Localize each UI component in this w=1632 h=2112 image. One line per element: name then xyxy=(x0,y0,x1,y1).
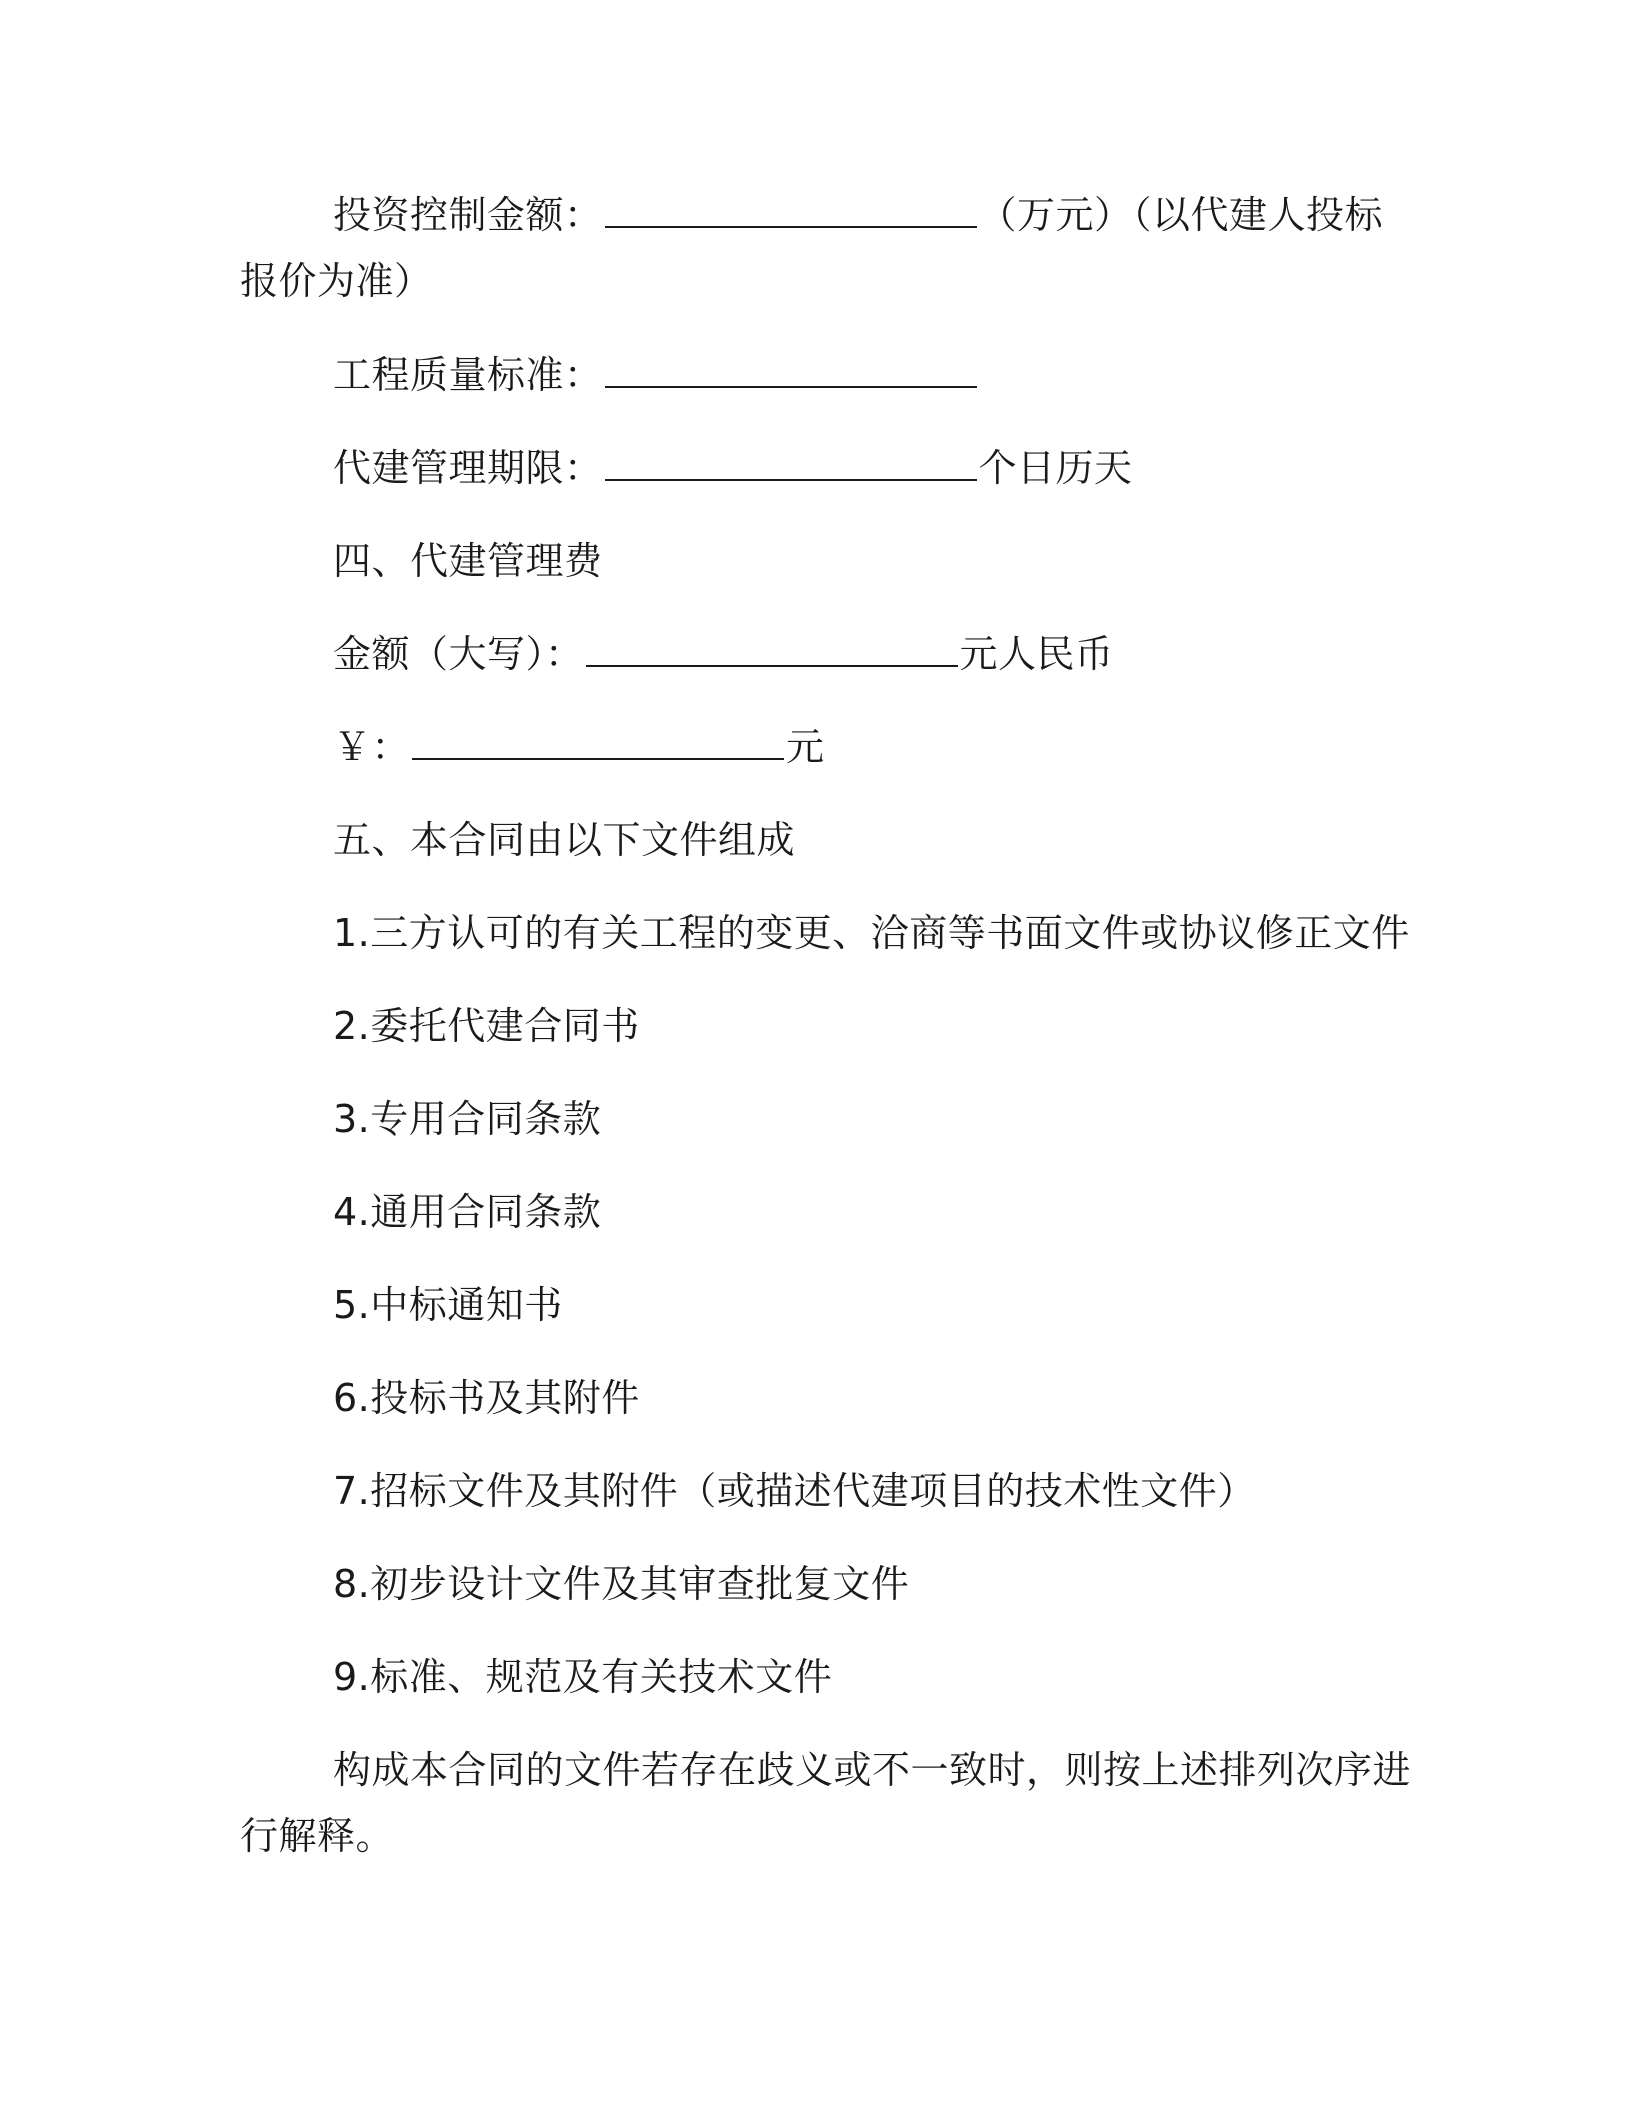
yen-blank xyxy=(412,754,784,760)
investment-blank xyxy=(605,222,977,228)
section-5-heading: 五、本合同由以下文件组成 xyxy=(333,818,796,862)
yen-suffix: 元 xyxy=(786,725,825,769)
list-item: 7.招标文件及其附件（或描述代建项目的技术性文件） xyxy=(333,1469,1256,1513)
amount-label: 金额（大写）： xyxy=(333,632,584,676)
list-item: 2.委托代建合同书 xyxy=(333,1004,640,1048)
list-item: 1.三方认可的有关工程的变更、洽商等书面文件或协议修正文件 xyxy=(333,911,1410,955)
closing-continuation: 行解释。 xyxy=(240,1814,395,1858)
period-suffix: 个日历天 xyxy=(978,446,1133,490)
investment-continuation: 报价为准） xyxy=(240,259,433,303)
yen-line xyxy=(333,723,825,771)
quality-blank xyxy=(605,382,977,388)
investment-suffix: （万元）（以代建人投标 xyxy=(978,193,1384,237)
section-4-heading: 四、代建管理费 xyxy=(333,539,603,583)
period-label: 代建管理期限： xyxy=(333,446,603,490)
investment-line xyxy=(333,191,1383,239)
amount-blank xyxy=(586,661,958,667)
quality-line xyxy=(333,351,979,399)
investment-label: 投资控制金额： xyxy=(333,193,603,237)
quality-label: 工程质量标准： xyxy=(333,353,603,397)
yen-label: ￥： xyxy=(333,725,411,769)
list-item: 3.专用合同条款 xyxy=(333,1097,602,1141)
list-item: 5.中标通知书 xyxy=(333,1283,563,1327)
period-line xyxy=(333,444,1133,492)
amount-suffix: 元人民币 xyxy=(959,632,1114,676)
period-blank xyxy=(605,475,977,481)
list-item: 4.通用合同条款 xyxy=(333,1190,602,1234)
list-item: 9.标准、规范及有关技术文件 xyxy=(333,1655,833,1699)
amount-line xyxy=(333,630,1114,678)
closing-paragraph: 构成本合同的文件若存在歧义或不一致时，则按上述排列次序进 xyxy=(333,1748,1412,1792)
list-item: 8.初步设计文件及其审查批复文件 xyxy=(333,1562,910,1606)
list-item: 6.投标书及其附件 xyxy=(333,1376,640,1420)
